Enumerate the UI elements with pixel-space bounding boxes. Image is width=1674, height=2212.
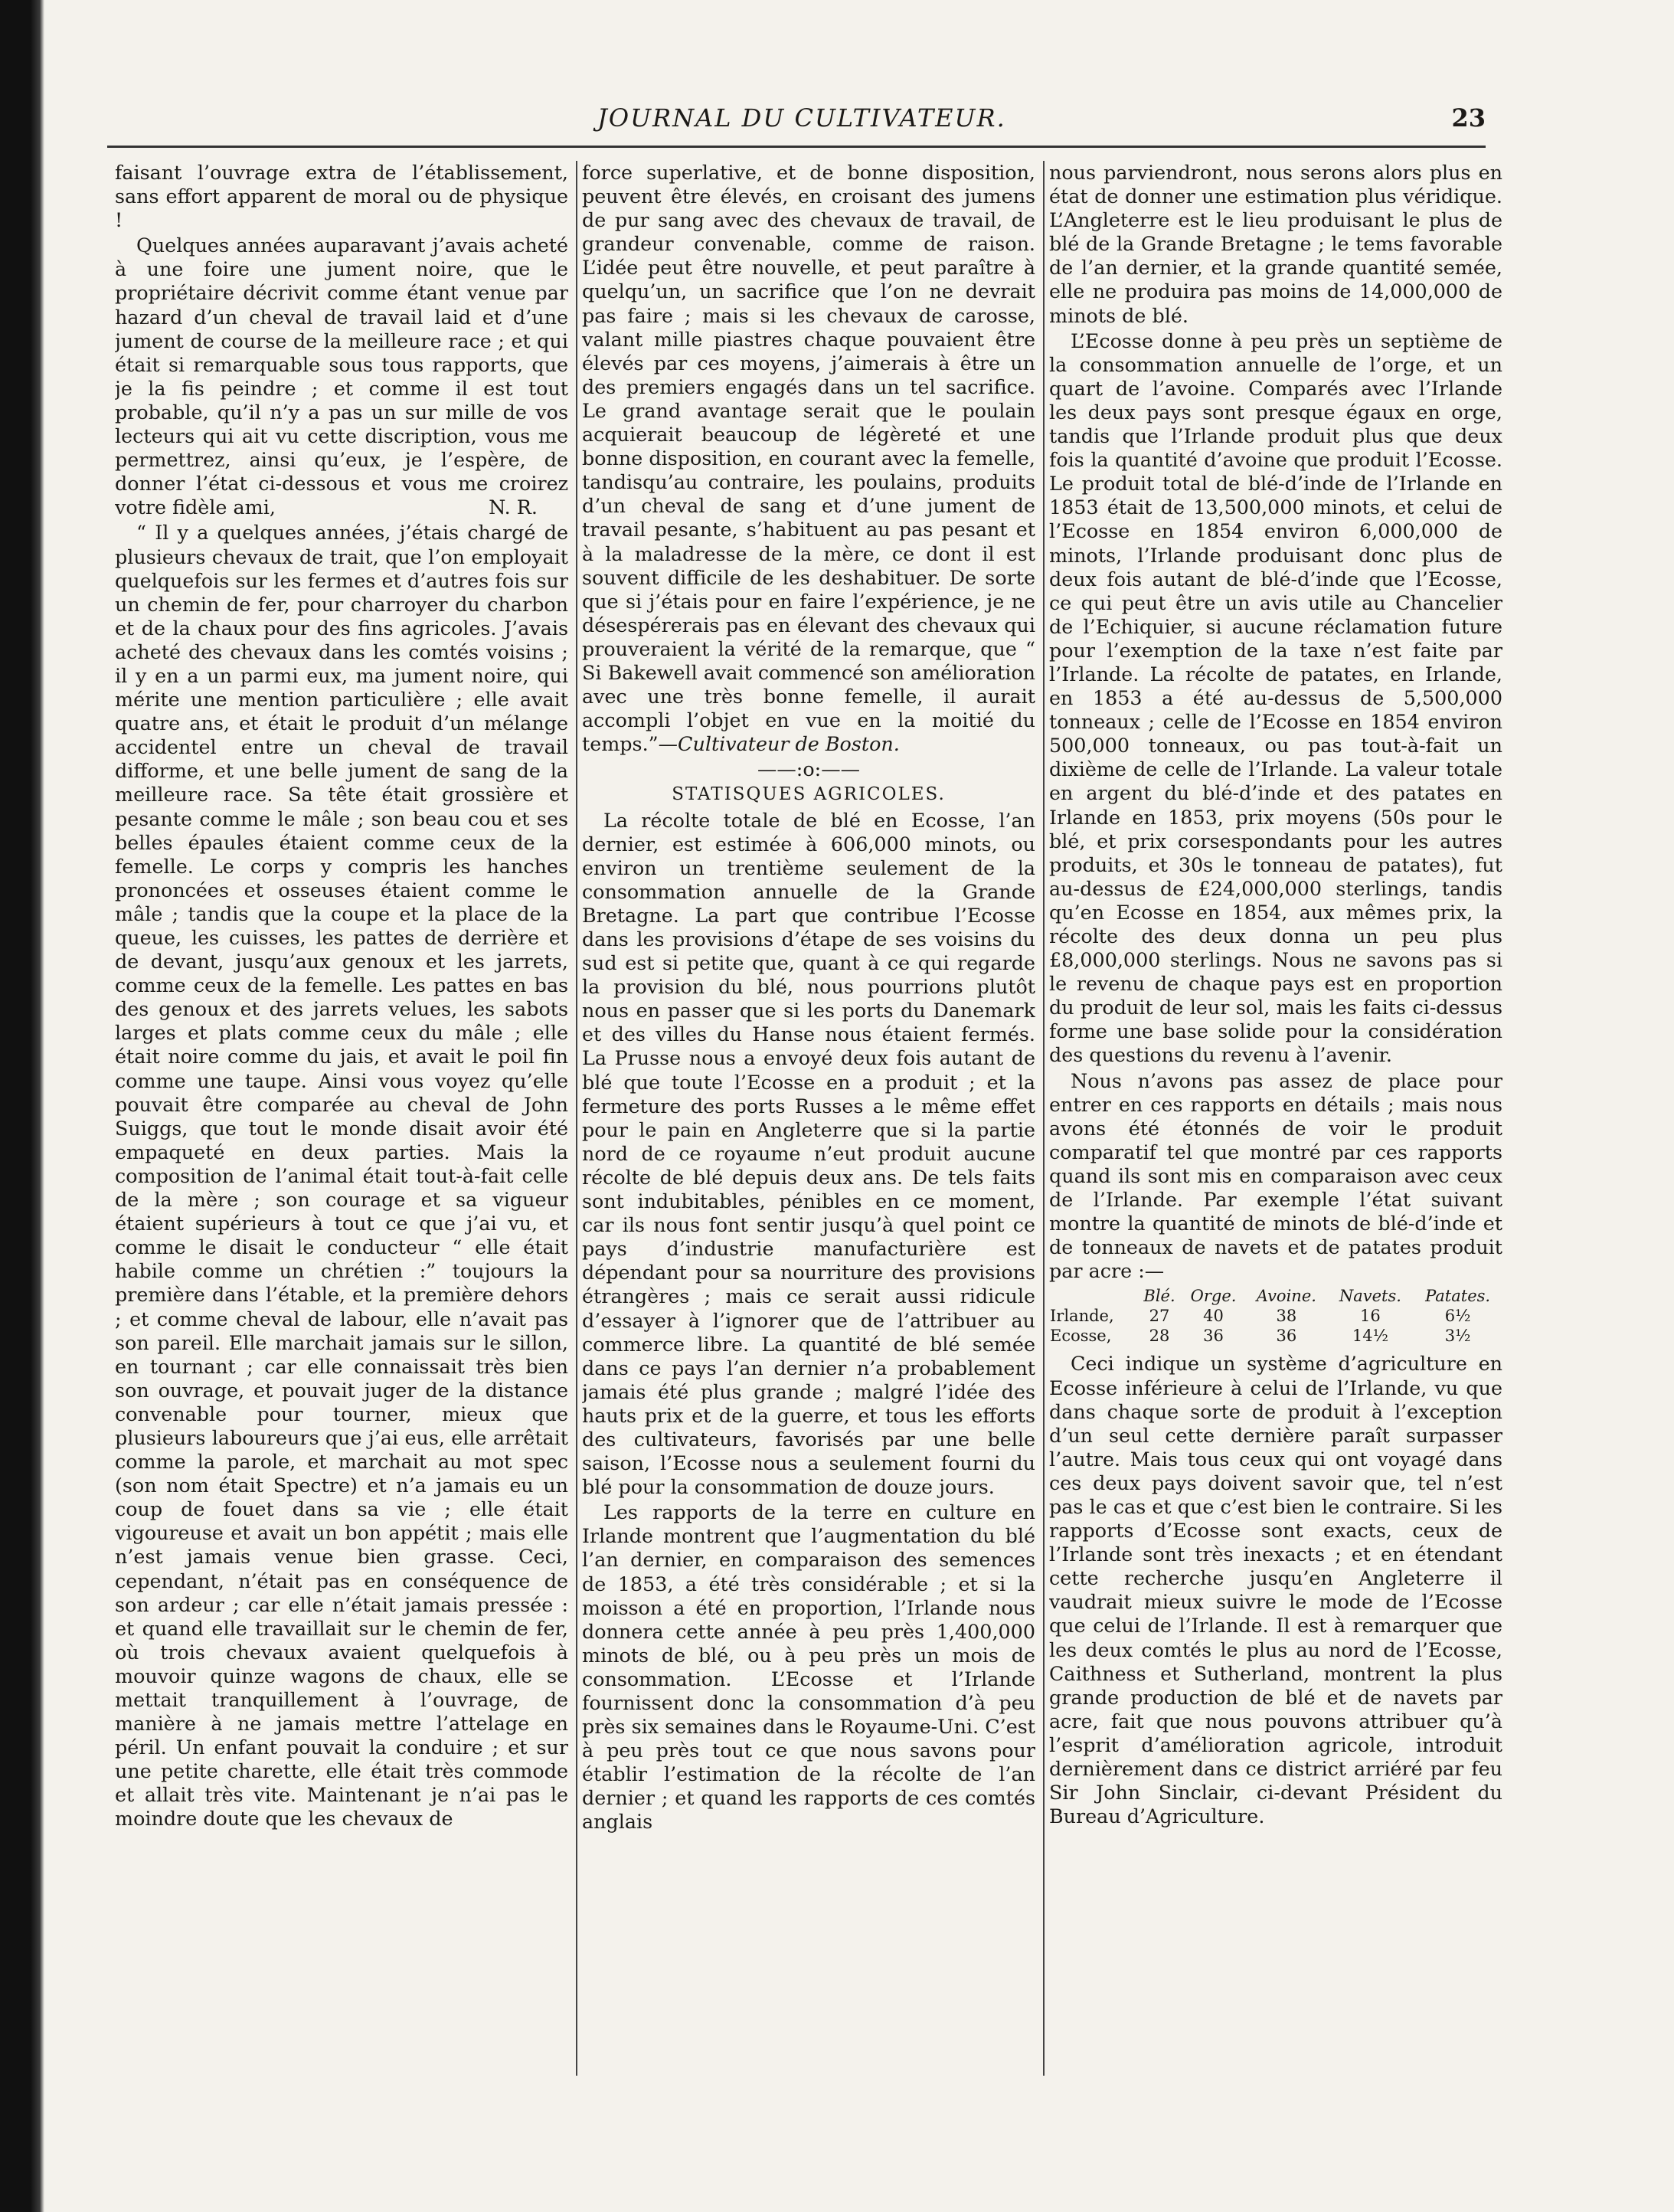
page-header [107,103,1486,134]
section-divider: ——:o:—— [757,758,860,781]
table-header-cell: Patates. [1425,1287,1491,1306]
table-cell: 6½ [1444,1307,1471,1326]
column-rule-1 [576,161,577,2076]
table-cell: 36 [1276,1327,1297,1346]
running-title: JOURNAL DU CULTIVATEUR. [597,103,1006,133]
table-header-cell: Blé. [1143,1287,1175,1306]
source-citation: —Cultivateur de Boston. [658,732,900,756]
table-cell: 28 [1149,1327,1170,1346]
column-rule-2 [1043,161,1045,2076]
signature: N. R. [489,496,538,519]
paragraph-text: Quelques années auparavant j’avais acheté à une foire une jument noire, que le propriétaire décrivit comme étant venue par hazard d’un cheval de travail laid et d’une jument de course de la meilleure race ; et qui était si remarquable sous tous rapports, que je la fis peindre ; et comme il est tout probable, qu’il n’y a pas un sur mille de vos lecteurs qui ait vu cette discription, vous me permettrez, ainsi qu’eux, je l’espère, de donner l’état ci-dessous et vous me croirez votre fidèle ami, [115,234,568,519]
column-3 [1049,161,1502,2083]
header-rule [107,146,1486,148]
table-cell: 3½ [1444,1327,1471,1346]
table-row [1049,1306,1502,1326]
table-cell: 27 [1149,1307,1170,1326]
section-title: STATISQUES AGRICOLES. [672,784,946,805]
table-header-cell [1049,1286,1137,1306]
table-cell: 40 [1203,1307,1224,1326]
page-number: 23 [1451,103,1486,133]
table-cell: 38 [1276,1307,1297,1326]
column-1 [115,161,568,2083]
table-cell: 16 [1360,1307,1381,1326]
paragraph: faisant l’ouvrage extra de l’établissement, sans effort apparent de moral ou de physique ! [115,161,568,232]
table-header-cell: Orge. [1190,1287,1237,1306]
paragraph: “ Il y a quelques années, j’étais chargé de plusieurs chevaux de trait, que l’on employait quelquefois sur les fermes et d’autres fois sur un chemin de fer, pour charroyer du charbon et de la chaux pour des fins agricoles. J’avais acheté des chevaux dans les comtés voisins ; il y en a un parmi eux, ma jument noire, qui mérite une mention particulière ; elle avait quatre ans, et était le produit d’un mélange accidentel entre un cheval de travail difforme, et une belle jument de sang de la meilleure race. Sa tête était grossière et pesante comme le mâle ; son beau cou et ses belles épaules étaient comme ceux de la femelle. Le corps y compris les hanches prononcées et osseuses étaient comme le mâle ; tandis que la coupe et la place de la queue, les cuisses, les pattes de derrière et de devant, jusqu’aux genoux et les jarrets, comme ceux de la femelle. Les pattes en bas des genoux et des jarrets velues, les sabots larges et plats comme ceux du mâle ; elle était noire comme du jais, et avait le poil fin comme une taupe. Ainsi vous voyez qu’elle pouvait être comparée au cheval de John Suiggs, que tout le monde disait avoir été empaqueté en deux parties. Mais la composition de l’animal était tout-à-fait celle de la mère ; son courage et sa vigueur étaient supérieurs à tout ce que j’ai vu, et comme le disait le conducteur “ elle était habile comme un chrétien :” toujours la première dans l’étable, et la première dehors ; et comme cheval de labour, elle n’avait pas son pareil. Elle marchait jamais sur le sillon, en tournant ; car elle connaissait très bien son ouvrage, et pouvait juger de la distance convenable pour tourner, mieux que plusieurs laboureurs que j’ai eus, elle arrêtait comme la parole, et marchait au mot spec (son nom était Spectre) et n’a jamais eu un coup de fouet dans sa vie ; elle était vigoureuse et avait un bon appétit ; mais elle n’est jamais venue bien grasse. Ceci, cependant, n’était pas en conséquence de son ardeur ; car elle n’était jamais pressée : et quand elle travaillait sur le chemin de fer, où trois chevaux avaient quelquefois à mouvoir quinze wagons de chaux, elle se mettait tranquillement à l’ouvrage, de manière à ne jamais mettre l’attelage en péril. Un enfant pouvait la conduire ; et sur une petite charette, elle était très commode et allait très vite. Maintenant je n’ai pas le moindre doute que les chevaux de [115,521,568,1831]
table-header-cell: Avoine. [1256,1287,1316,1306]
table-cell: 36 [1203,1327,1224,1346]
paragraph [582,161,1035,756]
paragraph: Ceci indique un système d’agriculture en Ecosse inférieure à celui de l’Irlande, vu que dans chaque sorte de produit à l’exception d’un seul cette dernière paraît surpasser l’autre. Mais tous ceux qui ont voyagé dans ces deux pays doivent savoir que, tel n’est pas le cas et que c’est bien le contraire. Si les rapports d’Ecosse sont exacts, ceux de l’Irlande sont très inexacts ; et en étendant cette recherche jusqu’en Angleterre il vaudrait mieux suivre le mode de l’Ecosse que celui de l’Irlande. Il est à remarquer que les deux comtés le plus au nord de l’Ecosse, Caithness et Sutherland, montrent la plus grande production de blé et de navets par acre, fait que nous pouvons attribuer qu’à l’esprit d’amélioration agricole, introduit dernièrement dans ce district arriéré par feu Sir John Sinclair, ci-devant Président du Bureau d’Agriculture. [1049,1352,1502,1828]
paragraph: Les rapports de la terre en culture en Irlande montrent que l’augmentation du blé l’an dernier, en comparaison des semences de 1853, a été très considérable ; et si la moisson a été en proportion, l’Irlande nous donnera cette année à peu près 1,400,000 minots de blé, ou à peu près un mois de consommation. L’Ecosse et l’Irlande fournissent donc la consommation d’à peu près six semaines dans le Royaume-Uni. C’est à peu près tout ce que nous savons pour établir l’estimation de la récolte de l’an dernier ; et quand les rapports de ces comtés anglais [582,1500,1035,1834]
yield-per-acre-table [1049,1286,1502,1346]
page-binding-edge [0,0,44,2212]
paragraph-text: force superlative, et de bonne disposition, peuvent être élevés, en croisant des jumens de pur sang avec des chevaux de travail, de grandeur convenable, comme de raison. L’idée peut être nouvelle, et peut paraître à quelqu’un, un sacrifice que l’on ne devrait pas faire ; mais si les chevaux de carosse, valant mille piastres chaque pouvaient être élevés par ces moyens, j’aimerais à être un des premiers engagés dans un tel sacrifice. Le grand avantage serait que le poulain acquierait beaucoup de légèreté et une bonne disposition, en courant avec la femelle, tandisqu’au contraire, les poulains, produits d’un cheval de sang et d’une jument de travail pesante, s’habituent au pas pesant et à la maladresse de la mère, ce dont il est souvent difficile de les deshabituer. De sorte que si j’étais pour en faire l’expérience, je ne désespérerais pas en élevant des chevaux qui prouveraient la vérité de la remarque, que “ Si Bakewell avait commencé son amélioration avec une très bonne femelle, il aurait accompli l’objet en vue en la moitié du temps.” [582,161,1035,756]
table-row-label: Irlande, [1050,1307,1114,1326]
paragraph: nous parviendront, nous serons alors plus en état de donner une estimation plus véridique. L’Angleterre est le lieu produisant le plus de blé de la Grande Bretagne ; le tems favorable de l’an dernier, et la grande quantité semée, elle ne produira pas moins de 14,000,000 de minots de blé. [1049,161,1502,327]
paragraph: Nous n’avons pas assez de place pour entrer en ces rapports en détails ; mais nous avons été étonnés de voir le produit comparatif tel que montré par ces rapports quand ils sont mis en comparaison avec ceux de l’Irlande. Par exemple l’état suivant montre la quantité de minots de blé-d’inde et de tonneaux de navets et de patates produit par acre :— [1049,1068,1502,1283]
table-row-label: Ecosse, [1050,1327,1112,1346]
table-row [1049,1326,1502,1346]
column-2 [582,161,1035,2083]
paragraph: L’Ecosse donne à peu près un septième de la consommation annuelle de l’orge, et un quart de l’avoine. Comparés avec l’Irlande les deux pays sont presque égaux en orge, tandis que l’Irlande produit plus que deux fois la quantité d’avoine que produit l’Ecosse. Le produit total de blé-d’inde de l’Irlande en 1853 était de 13,500,000 minots, et celui de l’Ecosse en 1854 environ 6,000,000 de minots, l’Irlande produisant donc plus de deux fois autant de blé-d’inde que l’Ecosse, ce qui peut être un avis utile au Chancelier de l’Echiquier, si aucune réclamation future pour l’exemption de la taxe n’est faite par l’Irlande. La récolte de patates, en Irlande, en 1853 a été au-dessus de 5,500,000 tonneaux ; celle de l’Ecosse en 1854 environ 500,000 tonneaux, ou pas tout-à-fait un dixième de celle de l’Irlande. La valeur totale en argent du blé-d’inde et des patates en Irlande en 1853, prix moyens (50s pour le blé, et prix corsespondants pour les autres produits, et 30s le tonneau de patates), fut au-dessus de £24,000,000 sterlings, tandis qu’en Ecosse en 1854, aux mêmes prix, la récolte des deux donna un peu plus £8,000,000 sterlings. Nous ne savons pas si le revenu de chaque pays est en proportion du produit de leur sol, mais les faits ci-dessus forme une base solide pour la considération des questions du revenu à l’avenir. [1049,329,1502,1067]
table-cell: 14½ [1352,1327,1388,1346]
paragraph [115,234,568,519]
table-header-row [1049,1286,1502,1306]
table-header-cell: Navets. [1339,1287,1401,1306]
paragraph: La récolte totale de blé en Ecosse, l’an dernier, est estimée à 606,000 minots, ou environ un trentième seulement de la consommation annuelle de la Grande Bretagne. La part que contribue l’Ecosse dans les provisions d’étape de ses voisins du sud est si petite que, quant à ce qui regarde la provision du blé, nous pourrions plutôt nous en passer que si les ports du Danemark et des villes du Hanse nous étaient fermés. La Prusse nous a envoyé deux fois autant de blé que toute l’Ecosse en a produit ; et la fermeture des ports Russes a le même effet pour le pain en Angleterre que si la partie nord de ce royaume n’eut produit aucune récolte de blé depuis deux ans. De tels faits sont indubitables, pénibles en ce moment, car ils nous font sentir jusqu’à quel point ce pays d’industrie manufacturière est dépendant pour sa nourriture des provisions étrangères ; mais ce serait aussi ridicule d’essayer à l’ignorer que de l’attribuer au commerce libre. La quantité de blé semée dans ce pays l’an dernier n’a probablement jamais été plus grande ; malgré l’idée des hauts prix et de la guerre, et tous les efforts des cultivateurs, favorisés par une belle saison, l’Ecosse nous a seulement fourni du blé pour la consommation de douze jours. [582,808,1035,1499]
